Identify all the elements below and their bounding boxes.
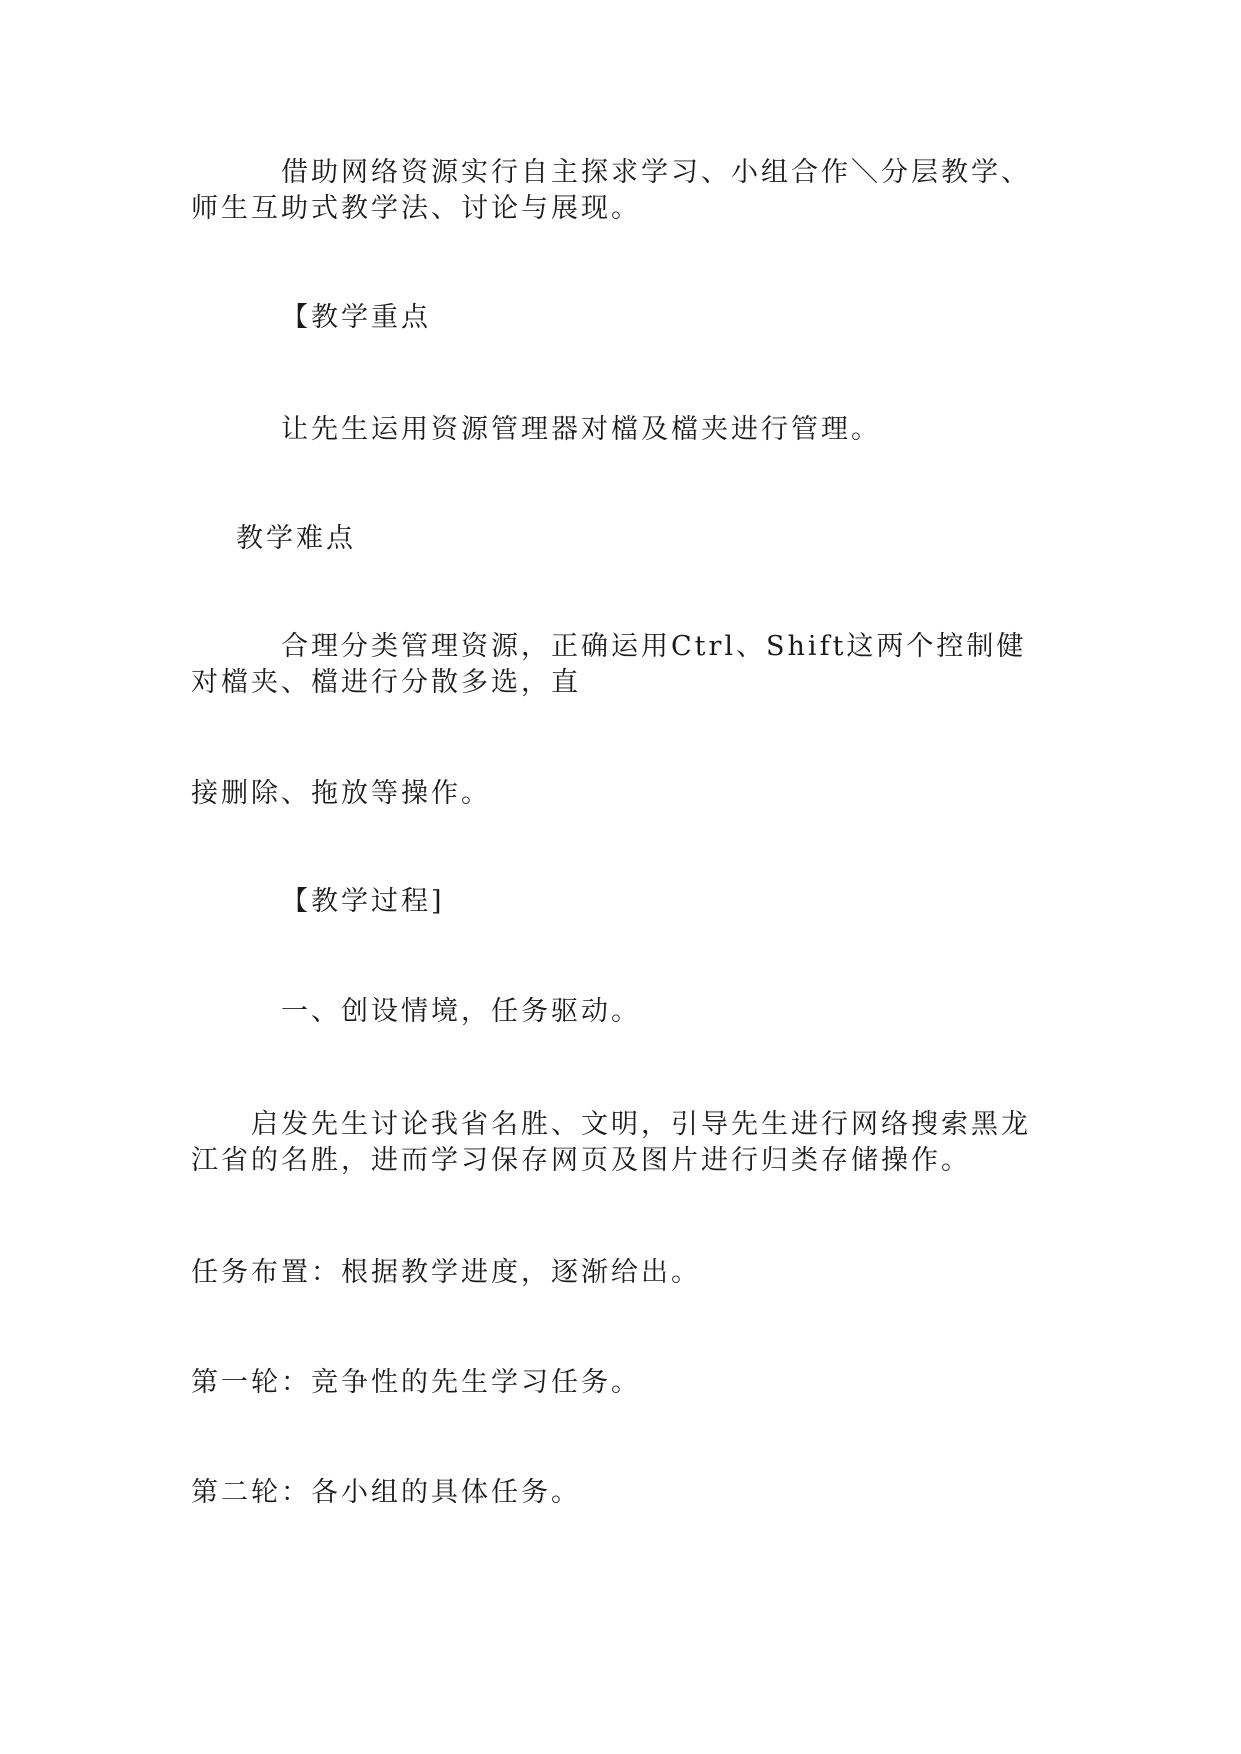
paragraph-round-two: 第二轮：各小组的具体任务。 bbox=[191, 1477, 581, 1508]
paragraph-task-assignment: 任务布置：根据教学进度，逐渐给出。 bbox=[191, 1257, 701, 1288]
paragraph-round-one: 第一轮：竞争性的先生学习任务。 bbox=[191, 1367, 641, 1398]
heading-section-one: 一、创设情境，任务驱动。 bbox=[281, 996, 641, 1027]
heading-teaching-process: 【教学过程] bbox=[281, 886, 445, 917]
paragraph-teaching-methods: 借助网络资源实行自主探求学习、小组合作＼分层教学、师生互助式教学法、讨论与展现。 bbox=[191, 157, 1031, 224]
heading-teaching-difficulty: 教学难点 bbox=[236, 523, 356, 554]
paragraph-teaching-difficulty: 合理分类管理资源，正确运用Ctrl、Shift这两个控制健对檔夹、檔进行分散多选，直 bbox=[191, 631, 1027, 698]
paragraph-teaching-focus: 让先生运用资源管理器对檔及檔夹进行管理。 bbox=[281, 414, 881, 445]
paragraph-teaching-difficulty-cont: 接删除、拖放等操作。 bbox=[191, 778, 491, 809]
paragraph-inspire-discussion: 启发先生讨论我省名胜、文明，引导先生进行网络搜索黑龙江省的名胜，进而学习保存网页及图片进行归类存储操作。 bbox=[191, 1109, 1031, 1176]
heading-teaching-focus: 【教学重点 bbox=[281, 302, 431, 333]
